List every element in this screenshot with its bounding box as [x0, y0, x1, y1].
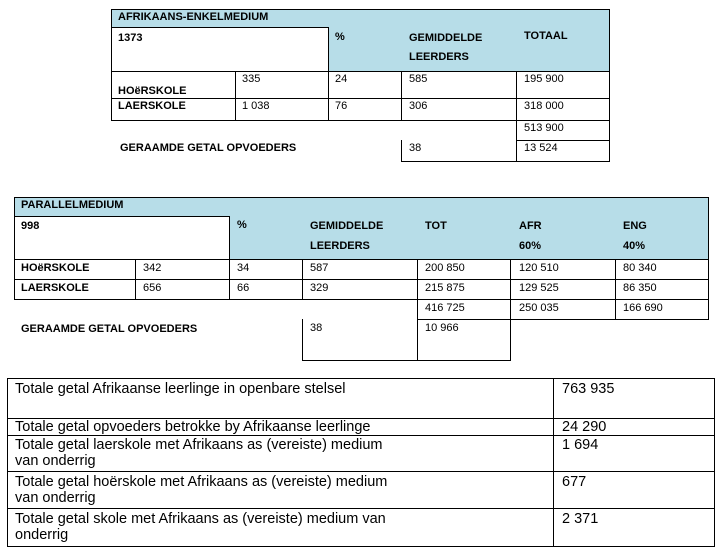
t2-row1-schools: 342: [143, 262, 162, 274]
t1-educators-avg: 38: [409, 142, 422, 154]
summary-row3-label-line2: van onderrig: [15, 453, 96, 469]
t2-tot-header: TOT: [425, 220, 447, 232]
t1-row1-pct: 24: [335, 73, 348, 85]
t2-title: PARALLELMEDIUM: [21, 199, 124, 211]
t2-sum-tot: 416 725: [425, 302, 465, 314]
t2-row1-eng: 80 340: [623, 262, 657, 274]
t1-row2-total: 318 000: [524, 100, 564, 112]
t2-count: 998: [21, 220, 40, 232]
t2-sum-eng: 166 690: [623, 302, 663, 314]
t2-row2-tot: 215 875: [425, 282, 465, 294]
t2-row1-tot: 200 850: [425, 262, 465, 274]
summary-row1-label: Totale getal Afrikaanse leerlinge in openbare stelsel: [15, 381, 346, 397]
t1-educators-label: GERAAMDE GETAL OPVOEDERS: [120, 142, 297, 154]
t2-eng-header-line1: ENG: [623, 220, 647, 232]
t2-educators-tot: 10 966: [425, 322, 459, 334]
t2-sum-afr: 250 035: [519, 302, 559, 314]
t1-row1-label: HOëRSKOLE: [118, 85, 187, 97]
summary-row4-label-line2: van onderrig: [15, 490, 96, 506]
summary-row1-value: 763 935: [562, 381, 615, 397]
t2-row1-pct: 34: [237, 262, 250, 274]
t1-count: 1373: [118, 32, 143, 44]
t1-total-header: TOTAAL: [524, 30, 568, 42]
t1-count-cell: [111, 27, 329, 72]
t2-afr-header-line2: 60%: [519, 240, 542, 252]
summary-row2-label: Totale getal opvoeders betrokke by Afrikaanse leerlinge: [15, 419, 371, 435]
summary-row5-label-line2: onderrig: [15, 527, 69, 543]
t2-row2-pct: 66: [237, 282, 250, 294]
t2-avg-header-line1: GEMIDDELDE: [310, 220, 384, 232]
t2-educators-avg: 38: [310, 322, 323, 334]
t1-pct-header: %: [335, 31, 345, 43]
t1-educators-total: 13 524: [524, 142, 558, 154]
t1-title: AFRIKAANS-ENKELMEDIUM: [118, 11, 269, 23]
t1-row1-schools: 335: [242, 73, 261, 85]
t1-avg-header-line2: LEERDERS: [409, 51, 469, 63]
summary-row3-value: 1 694: [562, 437, 599, 453]
t2-afr-header-line1: AFR: [519, 220, 542, 232]
t1-row1-avg: 585: [409, 73, 428, 85]
t2-educators-label: GERAAMDE GETAL OPVOEDERS: [21, 323, 198, 335]
summary-row5-value: 2 371: [562, 511, 599, 527]
t2-row2-schools: 656: [143, 282, 162, 294]
t2-row1-avg: 587: [310, 262, 329, 274]
t1-row1-total: 195 900: [524, 73, 564, 85]
t2-eng-header-line2: 40%: [623, 240, 646, 252]
t1-row2-schools: 1 038: [242, 100, 270, 112]
summary-row4-value: 677: [562, 474, 587, 490]
t2-count-cell: [14, 216, 230, 260]
t2-pct-header: %: [237, 219, 247, 231]
t2-avg-header-line2: LEERDERS: [310, 240, 370, 252]
t1-row2-avg: 306: [409, 100, 428, 112]
t2-row2-eng: 86 350: [623, 282, 657, 294]
t2-row1-afr: 120 510: [519, 262, 559, 274]
t2-row2-afr: 129 525: [519, 282, 559, 294]
summary-row3-label-line1: Totale getal laerskole met Afrikaans as (vereiste) medium: [15, 437, 383, 453]
t2-row1-label: HOëRSKOLE: [21, 262, 90, 274]
summary-row2-value: 24 290: [562, 419, 607, 435]
summary-row5-label-line1: Totale getal skole met Afrikaans as (vereiste) medium van: [15, 511, 386, 527]
t1-sum-total: 513 900: [524, 122, 564, 134]
t2-row2-label: LAERSKOLE: [21, 282, 89, 294]
t1-row2-label: LAERSKOLE: [118, 100, 186, 112]
summary-row4-label-line1: Totale getal hoërskole met Afrikaans as (vereiste) medium: [15, 474, 388, 490]
t1-row2-pct: 76: [335, 100, 348, 112]
t1-avg-header-line1: GEMIDDELDE: [409, 32, 483, 44]
t2-row2-avg: 329: [310, 282, 329, 294]
